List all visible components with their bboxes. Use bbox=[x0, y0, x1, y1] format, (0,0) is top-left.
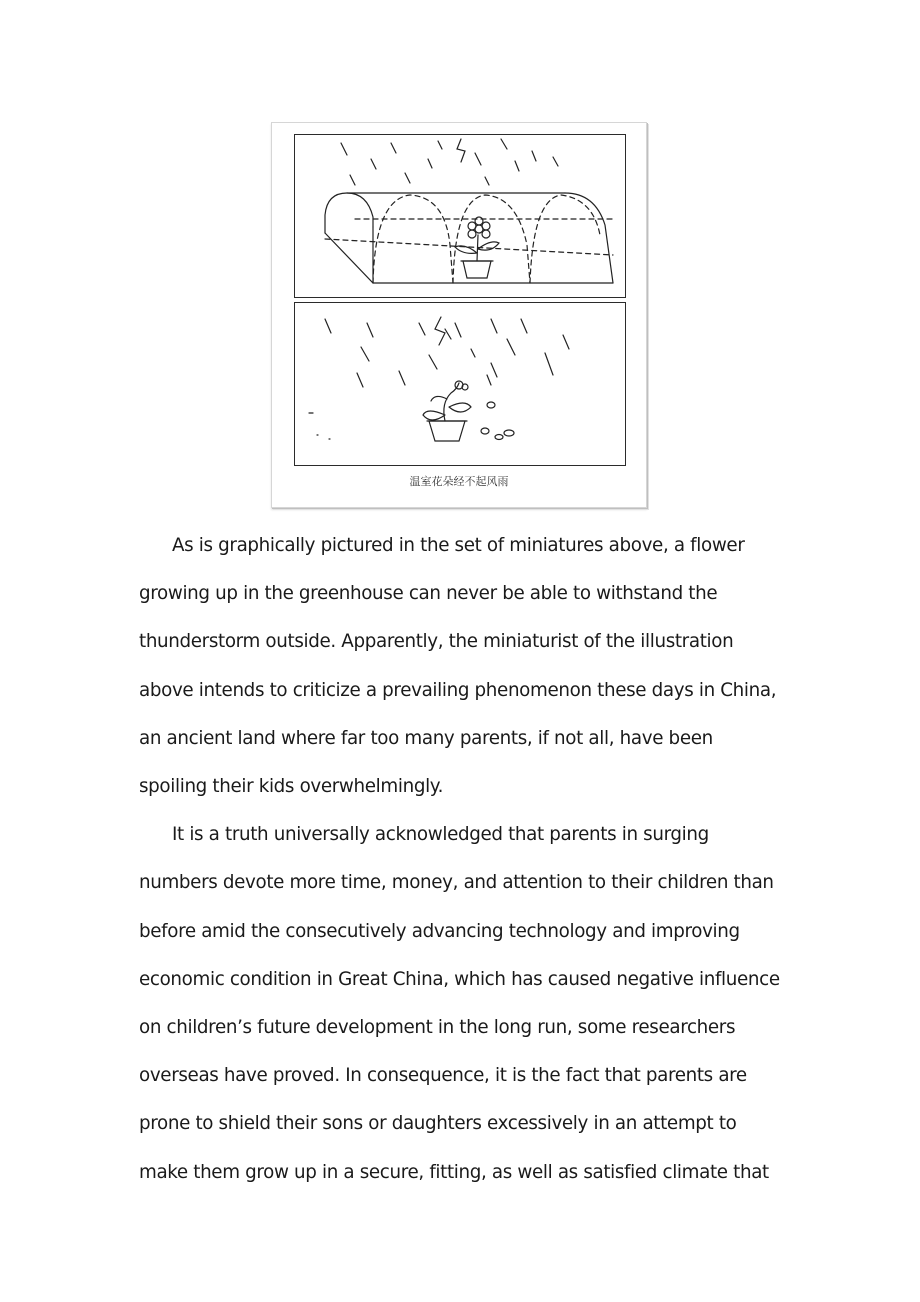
text-line: growing up in the greenhouse can never be able to withstand the bbox=[139, 583, 718, 605]
text-line: As is graphically pictured in the set of miniatures above, a flower bbox=[172, 535, 745, 556]
text-line: economic condition in Great China, which has caused negative influence bbox=[139, 968, 780, 990]
text-line: spoiling their kids overwhelmingly. bbox=[139, 776, 444, 798]
thunderstorm-panel bbox=[294, 302, 626, 466]
text-line: on children’s future development in the long run, some researchers bbox=[139, 1017, 736, 1039]
cartoon-figure bbox=[271, 122, 647, 508]
wilted-flower-icon bbox=[295, 303, 625, 465]
text-line: numbers devote more time, money, and attention to their children than bbox=[139, 872, 774, 894]
text-line: make them grow up in a secure, fitting, as well as satisfied climate that bbox=[139, 1161, 769, 1183]
paragraph-2 bbox=[139, 811, 779, 1197]
text-line: above intends to criticize a prevailing phenomenon these days in China, bbox=[139, 679, 777, 701]
greenhouse-with-flower-icon bbox=[295, 135, 625, 297]
text-line: an ancient land where far too many parents, if not all, have been bbox=[139, 727, 713, 749]
text-line: before amid the consecutively advancing technology and improving bbox=[139, 920, 740, 942]
text-line: It is a truth universally acknowledged that parents in surging bbox=[172, 824, 709, 846]
paragraph-1 bbox=[139, 522, 779, 811]
text-line: thunderstorm outside. Apparently, the miniaturist of the illustration bbox=[139, 631, 734, 653]
text-line: prone to shield their sons or daughters excessively in an attempt to bbox=[139, 1113, 737, 1135]
text-line: overseas have proved. In consequence, it is the fact that parents are bbox=[139, 1065, 747, 1087]
figure-caption: 温室花朵经不起风雨 bbox=[409, 475, 509, 488]
essay-body bbox=[139, 522, 779, 1197]
greenhouse-panel bbox=[294, 134, 626, 298]
